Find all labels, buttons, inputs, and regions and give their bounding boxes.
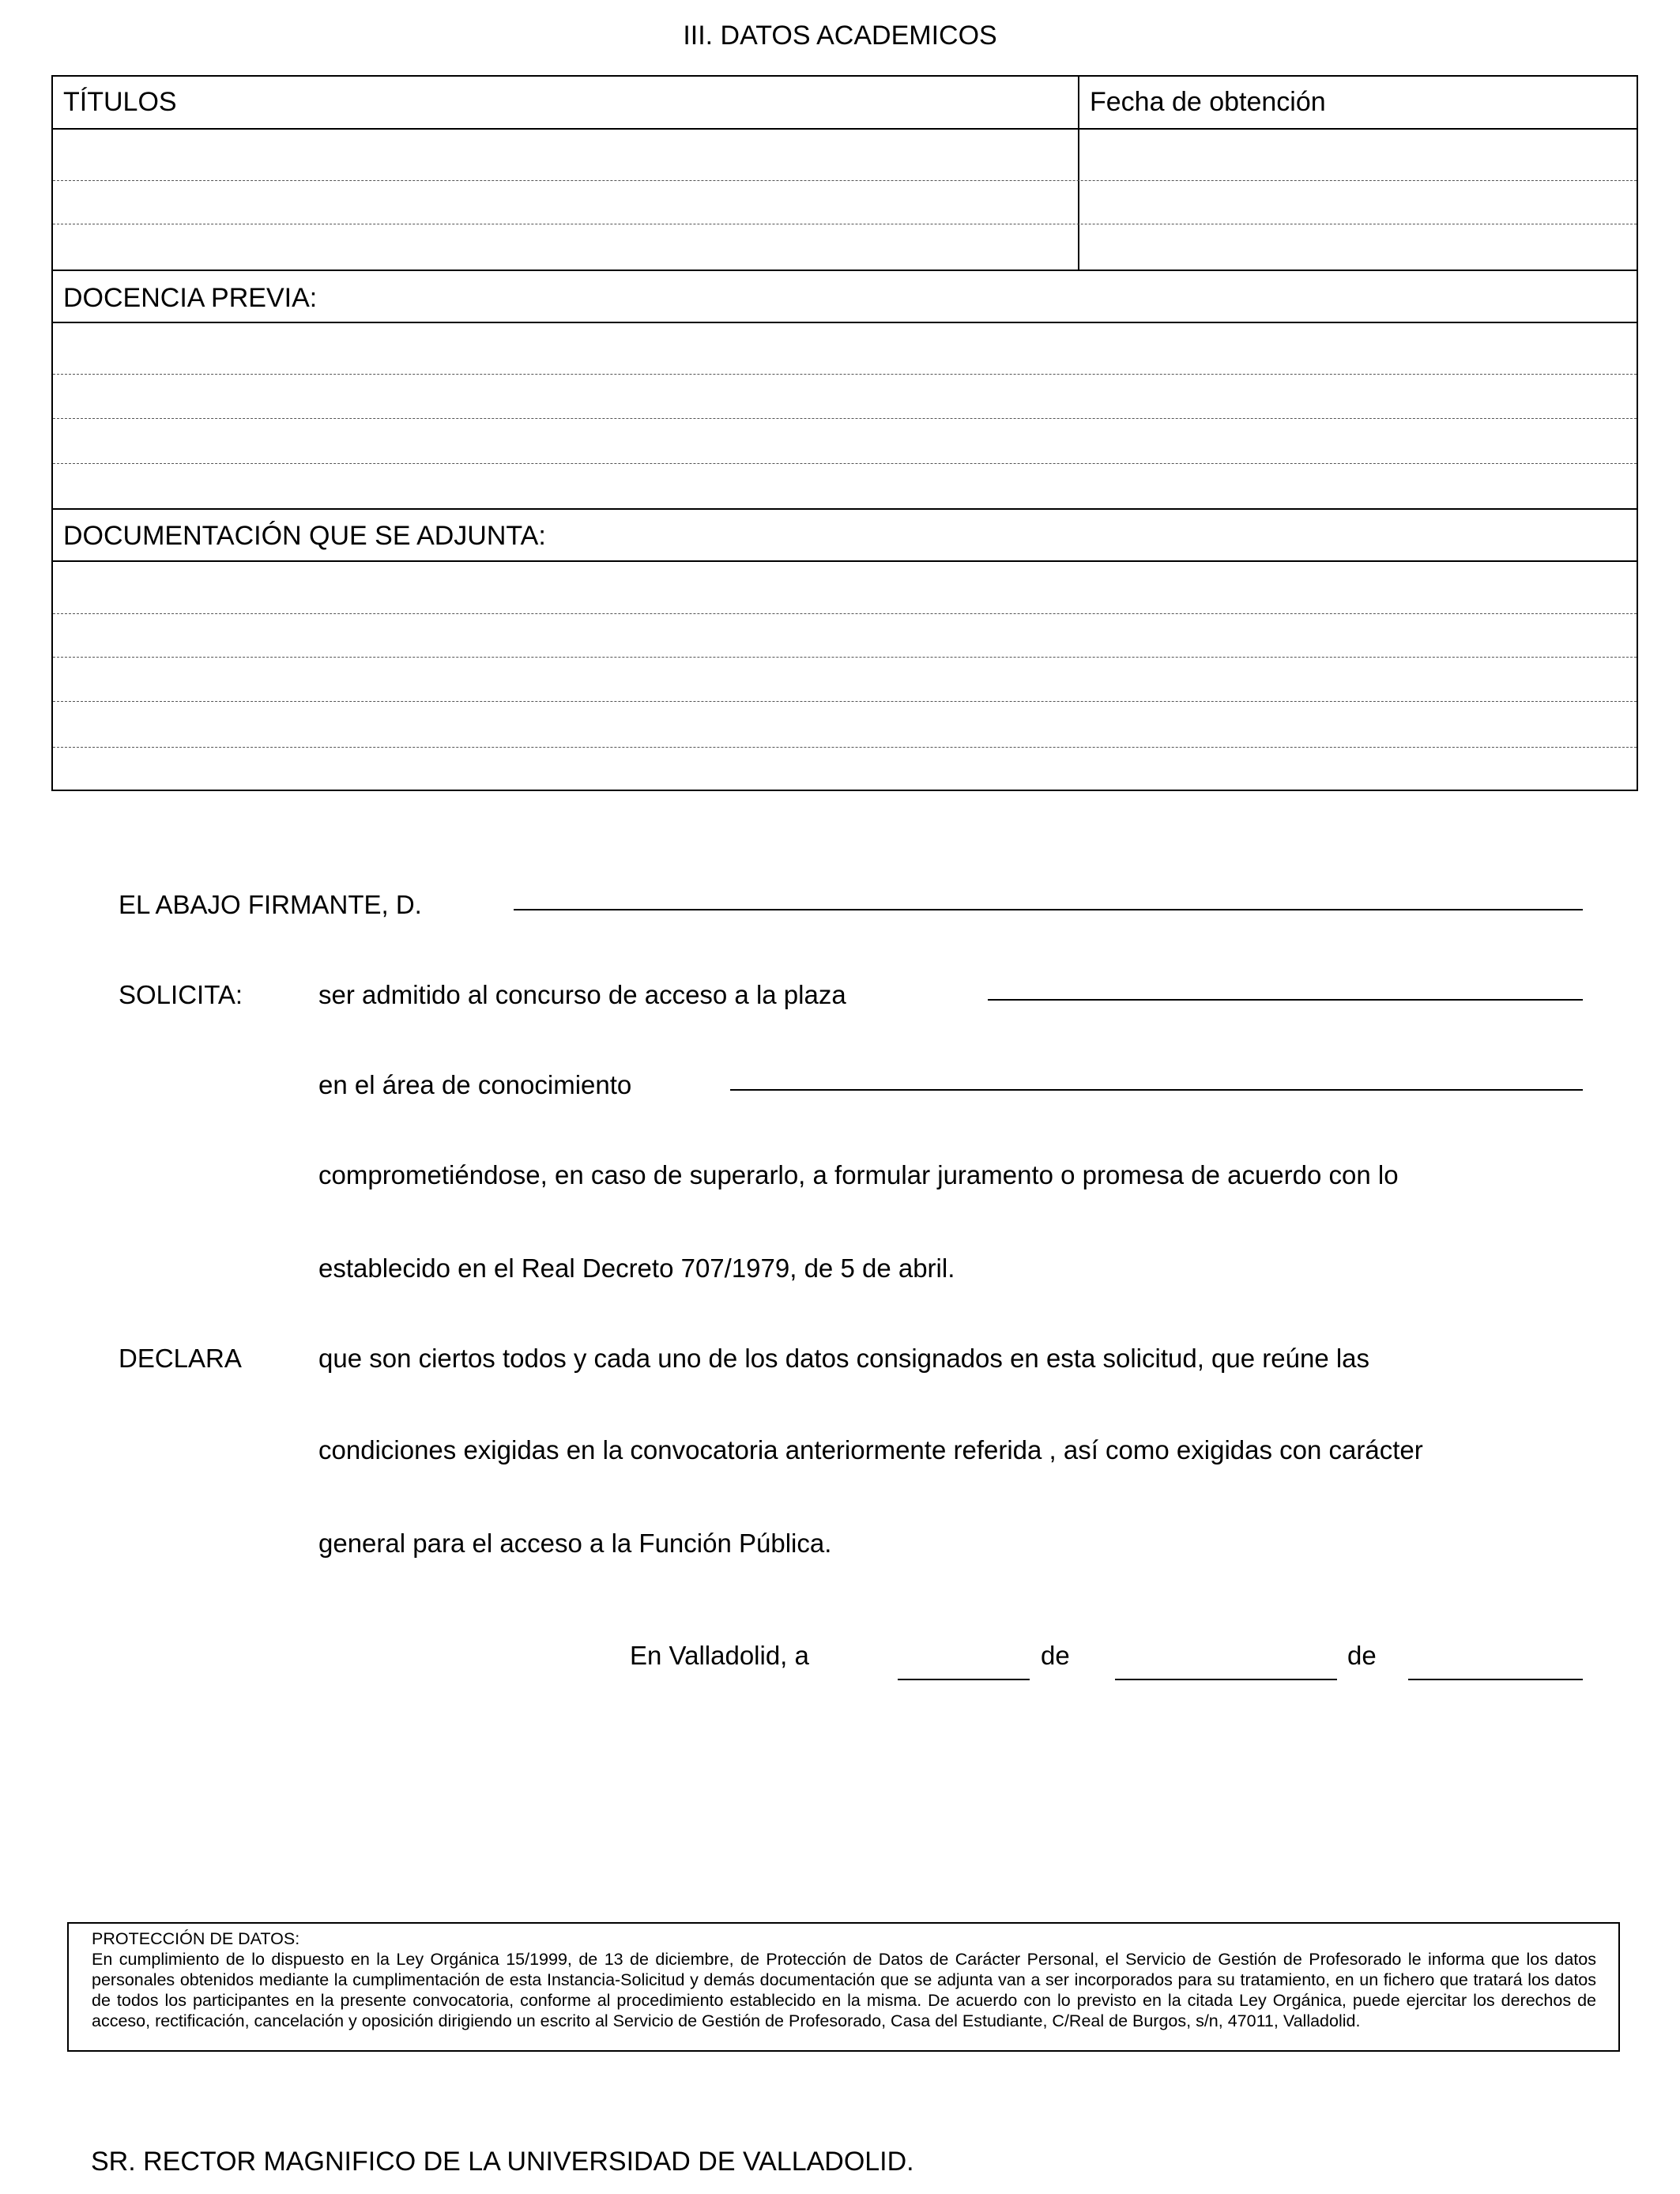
requests-text-line-4: establecido en el Real Decreto 707/1979, de 5 de abril. xyxy=(318,1253,955,1283)
row-divider xyxy=(53,560,1637,562)
requests-label: SOLICITA: xyxy=(119,980,243,1009)
academic-data-table xyxy=(51,75,1638,791)
data-protection-title: PROTECCIÓN DE DATOS: xyxy=(92,1929,300,1948)
prior-teaching-line[interactable] xyxy=(53,418,1637,419)
declares-text-line-3: general para el acceso a la Función Pública. xyxy=(318,1529,832,1558)
requests-text-line-1: ser admitido al concurso de acceso a la plaza xyxy=(318,980,846,1009)
requests-text-line-2: en el área de conocimiento xyxy=(318,1070,632,1099)
section-title: III. DATOS ACADEMICOS xyxy=(683,21,997,51)
position-field[interactable] xyxy=(988,999,1583,1001)
row-divider xyxy=(53,508,1637,510)
prior-teaching-line[interactable] xyxy=(53,374,1637,375)
month-field[interactable] xyxy=(1115,1679,1337,1680)
title-entry-line[interactable] xyxy=(53,180,1637,181)
attached-docs-line[interactable] xyxy=(53,613,1637,614)
prior-teaching-label: DOCENCIA PREVIA: xyxy=(63,283,318,313)
prior-teaching-line[interactable] xyxy=(53,463,1637,464)
attached-docs-label: DOCUMENTACIÓN QUE SE ADJUNTA: xyxy=(63,521,546,551)
column-divider xyxy=(1078,77,1079,270)
attached-docs-line[interactable] xyxy=(53,657,1637,658)
data-protection-body: En cumplimiento de lo dispuesto en la Ley Orgánica 15/1999, de 13 de diciembre, de Protección de Datos de Carácter Personal, el Servicio de Gestión de Profesorado le informa que los datos personales obtenidos mediante la cumplimentación de esta Instancia-Solicitud y demás documentación que se adjunta van a ser incorporados para su tratamiento, en un fichero que tratará los datos de todos los participantes en la presente convocatoria, conforme al procedimiento establecido en la misma. De acuerdo con lo previsto en la citada Ley Orgánica, puede ejercitar los derechos de acceso, rectificación, cancelación y oposición dirigiendo un escrito al Servicio de Gestión de Profesorado, Casa del Estudiante, C/Real de Burgos, s/n, 47011, Valladolid. xyxy=(92,1950,1596,2030)
declares-text-line-2: condiciones exigidas en la convocatoria anteriormente referida , así como exigidas con carácter xyxy=(318,1435,1423,1465)
date-separator-1: de xyxy=(1041,1641,1070,1670)
requests-text-line-3: comprometiéndose, en caso de superarlo, a formular juramento o promesa de acuerdo con lo xyxy=(318,1160,1399,1189)
day-field[interactable] xyxy=(898,1679,1030,1680)
signer-label: EL ABAJO FIRMANTE, D. xyxy=(119,890,422,919)
attached-docs-line[interactable] xyxy=(53,701,1637,702)
date-separator-2: de xyxy=(1347,1641,1377,1670)
declares-text-line-1: que son ciertos todos y cada uno de los datos consignados en esta solicitud, que reúne las xyxy=(318,1344,1370,1373)
row-divider xyxy=(53,322,1637,323)
knowledge-area-field[interactable] xyxy=(730,1089,1583,1091)
declares-label: DECLARA xyxy=(119,1344,242,1373)
attached-docs-line[interactable] xyxy=(53,747,1637,748)
place-date-prefix: En Valladolid, a xyxy=(630,1641,809,1670)
date-obtained-header: Fecha de obtención xyxy=(1090,87,1326,117)
data-protection-notice xyxy=(67,1922,1620,2052)
addressee: SR. RECTOR MAGNIFICO DE LA UNIVERSIDAD DE VALLADOLID. xyxy=(91,2147,914,2177)
year-field[interactable] xyxy=(1408,1679,1583,1680)
signer-name-field[interactable] xyxy=(514,909,1583,910)
titles-header: TÍTULOS xyxy=(63,87,177,117)
row-divider xyxy=(53,270,1637,271)
row-divider xyxy=(53,128,1637,130)
